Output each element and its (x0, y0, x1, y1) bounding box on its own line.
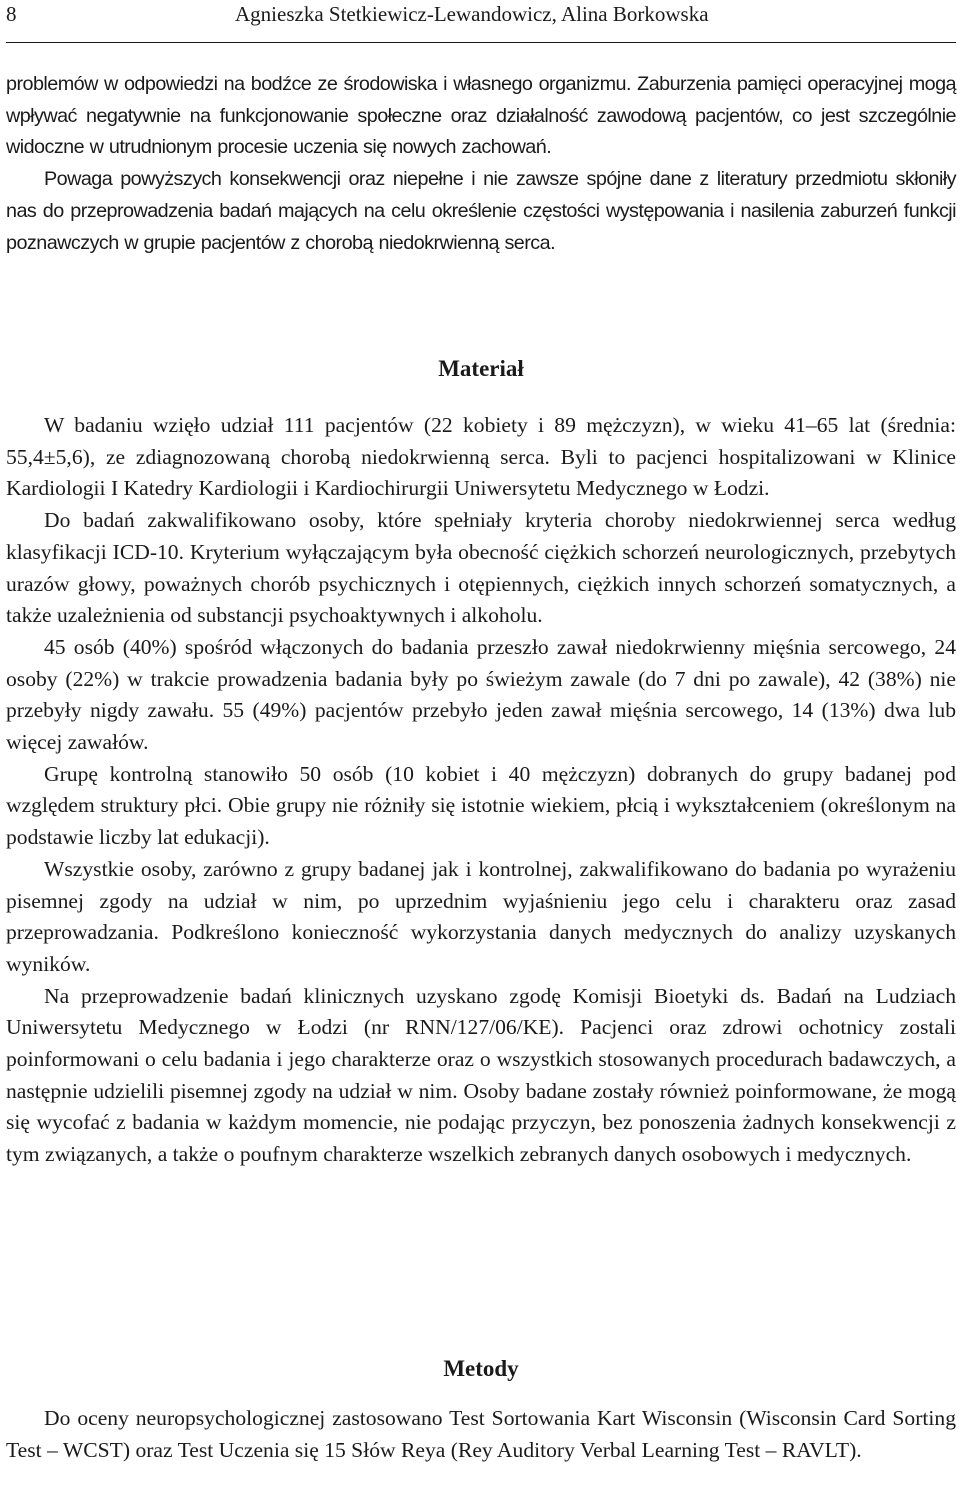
intro-paragraph-2: Powaga powyższych konsekwencji oraz niepełne i nie zawsze spójne dane z literatury przedmiotu skłoniły nas do przeprowadzenia badań mających na celu określenie częstości występowania i nasilenia zaburzeń funkcji poznawczych w grupie pacjentów z chorobą niedokrwienną serca. (6, 168, 956, 254)
material-paragraph-3: 45 osób (40%) spośród włączonych do badania przeszło zawał niedokrwienny mięśnia sercowego, 24 osoby (22%) w trakcie prowadzenia badania były po świeżym zawale (do 7 dni po zawale), 42 (38%) nie przebyły nigdy zawału. 55 (49%) pacjentów przebyło jeden zawał mięśnia sercowego, 14 (13%) dwa lub więcej zawałów. (6, 634, 956, 755)
page-number: 8 (6, 2, 17, 26)
material-paragraph-5: Wszystkie osoby, zarówno z grupy badanej jak i kontrolnej, zakwalifikowano do badania po wyrażeniu pisemnej zgody na udział w nim, po uprzednim wyjaśnieniu jego celu i charakteru oraz zasad przeprowadzania. Podkreślono konieczność wykorzystania danych medycznych do analizy uzyskanych wyników. (6, 856, 956, 976)
material-paragraph-2: Do badań zakwalifikowano osoby, które spełniały kryteria choroby niedokrwiennej serca według klasyfikacji ICD-10. Kryterium wyłączającym była obecność ciężkich schorzeń neurologicznych, przebytych urazów głowy, poważnych chorób psychicznych i otępiennych, ciężkich innych schorzeń somatycznych, a także uzależnienia od substancji psychoaktywnych i alkoholu. (6, 508, 956, 628)
intro-text-block (6, 69, 956, 259)
running-header (6, 0, 956, 43)
section-heading-material: Materiał (438, 356, 524, 381)
running-header-authors: Agnieszka Stetkiewicz-Lewandowicz, Alina Borkowska (235, 2, 709, 26)
intro-paragraph-1: problemów w odpowiedzi na bodźce ze środowiska i własnego organizmu. Zaburzenia pamięci operacyjnej mogą wpływać negatywnie na funkcjonowanie społeczne oraz działalność zawodową pacjentów, co jest szczególnie widoczne w utrudnionym procesie uczenia się nowych zachowań. (6, 73, 956, 159)
methods-section (6, 1403, 956, 1466)
document-page (6, 0, 956, 1462)
section-heading-methods: Metody (443, 1356, 519, 1381)
methods-paragraph-1: Do oceny neuropsychologicznej zastosowano Test Sortowania Kart Wisconsin (Wisconsin Card Sorting Test – WCST) oraz Test Uczenia się 15 Słów Reya (Rey Auditory Verbal Learning Test – RAVLT). (6, 1406, 956, 1462)
material-paragraph-4: Grupę kontrolną stanowiło 50 osób (10 kobiet i 40 mężczyzn) dobranych do grupy badanej pod względem struktury płci. Obie grupy nie różniły się istotnie wiekiem, płcią i wykształceniem (określonym na podstawie liczby lat edukacji). (6, 761, 956, 850)
material-section (6, 410, 956, 1171)
material-paragraph-6: Na przeprowadzenie badań klinicznych uzyskano zgodę Komisji Bioetyki ds. Badań na Ludziach Uniwersytetu Medycznego w Łodzi (nr RNN/127/06/KE). Pacjenci oraz zdrowi ochotnicy zostali poinformowani o celu badania i jego charakterze oraz o wszystkich stosowanych procedurach badawczych, a następnie udzielili pisemnej zgody na udział w nim. Osoby badane zostały również poinformowane, że mogą się wycofać z badania w każdym momencie, nie podając przyczyn, bez ponoszenia żadnych konsekwencji z tym związanych, a także o poufnym charakterze wszelkich zebranych danych osobowych i medycznych. (6, 983, 956, 1167)
material-paragraph-1: W badaniu wzięło udział 111 pacjentów (22 kobiety i 89 mężczyzn), w wieku 41–65 lat (średnia: 55,4±5,6), ze zdiagnozowaną chorobą niedokrwienną serca. Byli to pacjenci hospitalizowani w Klinice Kardiologii I Katedry Kardiologii i Kardiochirurgii Uniwersytetu Medycznego w Łodzi. (6, 413, 956, 501)
